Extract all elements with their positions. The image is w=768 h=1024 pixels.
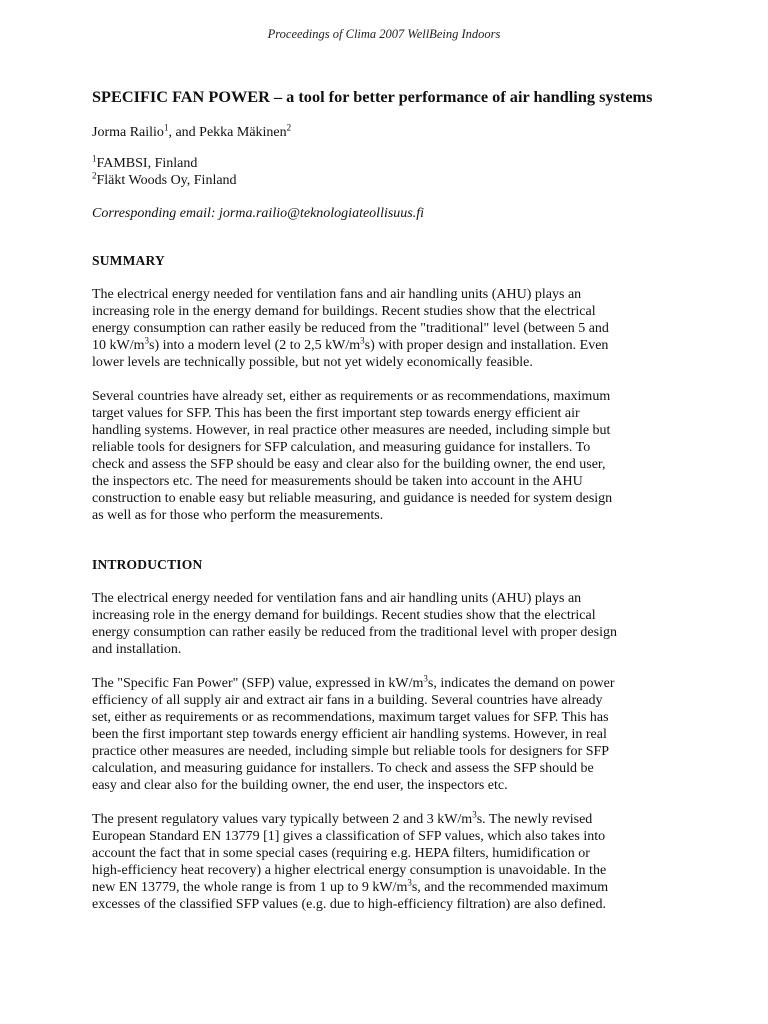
affiliation-marker: 1 xyxy=(92,153,97,164)
affiliation-marker: 2 xyxy=(286,122,292,133)
text-line: and installation. xyxy=(92,642,182,657)
text-line: The electrical energy needed for ventilation fans and air handling units (AHU) plays an xyxy=(92,591,582,606)
affiliations xyxy=(92,155,677,189)
text-line: calculation, and measuring guidance for installers. To check and assess the SFP should be xyxy=(92,761,594,776)
introduction-paragraph xyxy=(92,675,677,794)
text-line: as well as for those who perform the measurements. xyxy=(92,508,384,523)
text-line: energy consumption can rather easily be reduced from the "traditional" level (between 5 and xyxy=(92,321,609,336)
text-line: practice other measures are needed, including simple but reliable tools for designers for SFP xyxy=(92,744,610,759)
text-line xyxy=(92,809,593,827)
running-header: Proceedings of Clima 2007 WellBeing Indoors xyxy=(267,27,501,41)
affiliation-text: FAMBSI, Finland xyxy=(96,156,198,171)
text-line: easy and clear also for the building owner, the end user, the inspectors etc. xyxy=(92,778,508,793)
text-line xyxy=(92,877,609,895)
text-fragment: s. The newly revised xyxy=(476,812,593,827)
text-fragment: s) with proper design and installation. Even xyxy=(364,338,609,353)
text-line xyxy=(92,673,615,691)
text-fragment: s, indicates the demand on power xyxy=(427,676,615,691)
text-line: efficiency of all supply air and extract air fans in a building. Several countries have already xyxy=(92,693,603,708)
text-line: excesses of the classified SFP values (e.g. due to high-efficiency filtration) are also defined. xyxy=(92,897,606,912)
superscript: 3 xyxy=(407,877,412,888)
text-line: European Standard EN 13779 [1] gives a classification of SFP values, which also takes into xyxy=(92,829,606,844)
text-line: high-efficiency heat recovery) a higher electrical energy consumption is unavoidable. In the xyxy=(92,863,607,878)
text-line: been the first important step towards energy efficient air handling systems. However, in real xyxy=(92,727,607,742)
text-fragment: new EN 13779, the whole range is from 1 up to 9 kW/m xyxy=(92,880,408,895)
text-line: energy consumption can rather easily be reduced from the traditional level with proper design xyxy=(92,625,617,640)
text-fragment: The present regulatory values vary typically between 2 and 3 kW/m xyxy=(92,812,473,827)
text-line: reliable tools for designers for SFP calculation, and measuring guidance for installers. To xyxy=(92,440,591,455)
paper-title: SPECIFIC FAN POWER – a tool for better performance of air handling systems xyxy=(92,87,653,106)
superscript: 3 xyxy=(472,809,477,820)
affiliation xyxy=(92,155,677,172)
text-line: check and assess the SFP should be easy and clear also for the building owner, the end user, xyxy=(92,457,606,472)
text-line: target values for SFP. This has been the first important step towards energy efficient air xyxy=(92,406,580,421)
text-fragment: The "Specific Fan Power" (SFP) value, expressed in kW/m xyxy=(92,676,424,691)
affiliation-marker: 2 xyxy=(92,170,97,181)
text-line: Several countries have already set, either as requirements or as recommendations, maximum xyxy=(92,389,611,404)
text-line: construction to enable easy but reliable measuring, and guidance is needed for system design xyxy=(92,491,613,506)
affiliation-marker: 1 xyxy=(163,122,169,133)
text-fragment: s, and the recommended maximum xyxy=(411,880,609,895)
superscript: 3 xyxy=(144,335,149,346)
author-joiner: , and xyxy=(168,125,200,140)
superscript: 3 xyxy=(423,673,428,684)
author-name: Pekka Mäkinen xyxy=(199,125,287,140)
paper-body xyxy=(92,87,677,930)
author-line xyxy=(92,124,677,141)
summary-paragraph xyxy=(92,286,677,371)
affiliation xyxy=(92,172,677,189)
text-line: lower levels are technically possible, but not yet widely economically feasible. xyxy=(92,355,533,370)
text-fragment: 10 kW/m xyxy=(92,338,145,353)
text-fragment: s) into a modern level (2 to 2,5 kW/m xyxy=(149,338,361,353)
superscript: 3 xyxy=(360,335,365,346)
affiliation-text: Fläkt Woods Oy, Finland xyxy=(96,173,237,188)
section-heading-summary: SUMMARY xyxy=(92,253,165,268)
text-line: set, either as requirements or as recommendations, maximum target values for SFP. This has xyxy=(92,710,609,725)
text-line: handling systems. However, in real practice other measures are needed, including simple but xyxy=(92,423,611,438)
text-line: increasing role in the energy demand for buildings. Recent studies show that the electrical xyxy=(92,608,596,623)
corresponding-email: Corresponding email: jorma.railio@teknologiateollisuus.fi xyxy=(92,206,425,221)
text-line: account the fact that in some special cases (requiring e.g. HEPA filters, humidification or xyxy=(92,846,590,861)
introduction-paragraph xyxy=(92,811,677,913)
text-line: The electrical energy needed for ventilation fans and air handling units (AHU) plays an xyxy=(92,287,582,302)
introduction-paragraph xyxy=(92,590,677,658)
summary-paragraph xyxy=(92,388,677,524)
text-line: the inspectors etc. The need for measurements should be taken into account in the AHU xyxy=(92,474,583,489)
text-line xyxy=(92,335,609,353)
author-name: Jorma Railio xyxy=(92,125,164,140)
text-line: increasing role in the energy demand for buildings. Recent studies show that the electrical xyxy=(92,304,596,319)
section-heading-introduction: INTRODUCTION xyxy=(92,557,203,572)
